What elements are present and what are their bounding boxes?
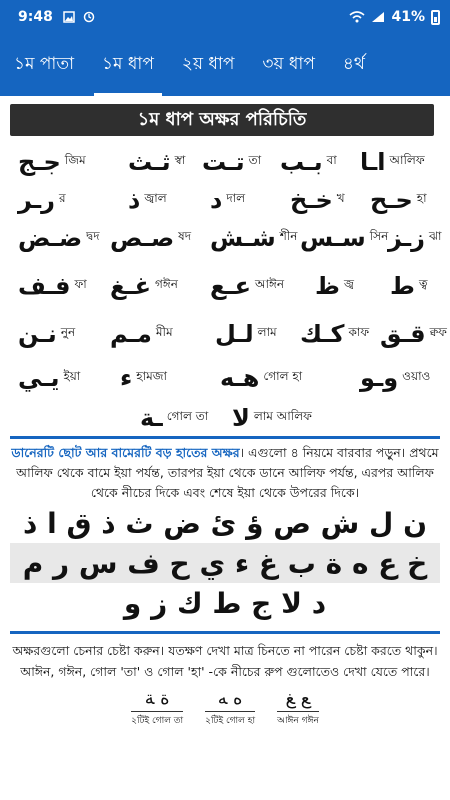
letter-name: মীম (155, 325, 173, 339)
letter-name: ওয়াও (402, 369, 431, 383)
letter-name: হা (416, 191, 427, 205)
letter-name: ষদ (178, 229, 192, 243)
letter-forms (10, 688, 440, 728)
letter-ha: حـح (370, 186, 413, 214)
letter-name: র (58, 191, 66, 205)
letter-dad: ضـض (18, 224, 83, 252)
instruction-body: । এগুলো ৪ নিয়মে বারবার পড়ুন। প্রথমে আলিফ থেকে বামে ইয়া পর্যন্ত, তারপর ইয়া থেকে ডানে আলিফ পর্যন্ত, এরপর আলিফ থেকে নীচের দিকে এবং শেষে ইয়া থেকে উপরের দিকে। (16, 445, 439, 500)
letter-name: লাম আলিফ (253, 409, 312, 423)
letter-jim: جـج (18, 148, 61, 176)
letter-name: গোল তা (166, 409, 209, 423)
letter-name: বা (326, 153, 337, 167)
clock: 9:48 (18, 9, 53, 25)
letter-kha: خـخ (290, 186, 333, 214)
letter-sad: صـص (110, 224, 175, 252)
practice-row-2: خ ع ه ة ب غ ء ي ح ف س ر م (10, 543, 440, 583)
letter-name: দাল (226, 191, 246, 205)
letter-sin: سـس (300, 224, 366, 252)
letter-ain: عـع (210, 272, 251, 300)
letter-name: কাফ (348, 325, 370, 339)
letter-name: গঈন (155, 277, 178, 291)
letter-name: খ (336, 191, 345, 205)
letter-name: ফা (74, 277, 87, 291)
battery-icon (431, 10, 440, 25)
letter-dal: د (210, 186, 223, 214)
form-glyphs: ﻊ ﻎ (285, 688, 311, 709)
letter-round-ha: هـه (220, 364, 260, 392)
lesson-content (0, 96, 450, 728)
form-glyphs: ه ﻪ (217, 688, 243, 709)
tab-step-3[interactable]: ৩য় ধাপ (262, 54, 315, 74)
letter-nun: نـن (18, 320, 57, 348)
form-group (277, 688, 319, 728)
letter-zay: زـز (388, 224, 425, 252)
letter-mim: مـم (110, 320, 152, 348)
form-glyphs: ة ﺔ (144, 688, 170, 709)
letter-name: লাম (257, 325, 277, 339)
form-label: আঈন গঈন (277, 711, 319, 728)
form-label: ২টিই গোল হা (205, 711, 255, 728)
letter-hamza: ء (120, 364, 133, 392)
letter-name: ইয়া (63, 369, 81, 383)
letter-za: ظ (315, 272, 340, 300)
letter-lam-alif: لا (232, 404, 250, 432)
tab-page-1[interactable]: ১ম পাতা (14, 54, 75, 74)
status-bar (0, 0, 450, 34)
letter-name: তা (248, 153, 262, 167)
letter-lam: لـل (215, 320, 254, 348)
practice-row-3: د لا ج ط ك ز و (123, 586, 327, 620)
letter-grid (10, 142, 447, 432)
letter-name: হামজা (136, 369, 167, 383)
tab-bar (0, 34, 450, 96)
letter-tha: ثـث (128, 148, 171, 176)
letter-waw: وـو (360, 364, 399, 392)
instruction-text (10, 436, 440, 503)
letter-name: আঈন (255, 277, 284, 291)
letter-qaf: قـق (380, 320, 426, 348)
signal-icon (371, 11, 385, 23)
letter-name: জিম (64, 153, 86, 167)
form-label: ২টিই গোল তা (131, 711, 183, 728)
letter-ra: رـر (18, 186, 55, 214)
tab-step-4[interactable]: ৪র্থ (342, 54, 365, 74)
letter-name: স্বা (174, 153, 186, 167)
battery-percent: 41% (391, 9, 425, 25)
letter-name: দ্বদ (86, 229, 100, 243)
letter-ba: بـب (280, 148, 323, 176)
instruction-highlight: ডানেরটি ছোট আর বামেরটি বড় হাতের অক্ষর (11, 445, 240, 460)
form-group (131, 688, 183, 728)
letter-dhal: ذ (128, 186, 141, 214)
form-group (205, 688, 255, 728)
letter-fa: فـف (18, 272, 71, 300)
letter-name: গোল হা (263, 369, 303, 383)
letter-name: সিন (369, 229, 389, 243)
wifi-icon (349, 11, 365, 23)
history-icon (83, 11, 95, 23)
letter-round-ta: ـة (140, 404, 163, 432)
letter-name: ক্বফ (429, 325, 447, 339)
letter-name: জ্ব (343, 277, 354, 291)
letter-ta: تـت (202, 148, 245, 176)
letter-name: আলিফ (389, 153, 425, 167)
letter-name: ঝা (428, 229, 442, 243)
lesson-title: ১ম ধাপ অক্ষর পরিচিতি (10, 104, 434, 136)
practice-row-1: ن ل ش ص ؤ ئ ض ث ذ ق ا ذ (23, 506, 427, 540)
letter-ya: يـي (18, 364, 60, 392)
letter-name: শীন (279, 229, 298, 243)
letter-alif: اـا (360, 148, 386, 176)
letter-ghain: غـغ (110, 272, 151, 300)
gallery-icon (63, 11, 75, 23)
letter-shin: شـش (210, 224, 276, 252)
tab-step-2[interactable]: ২য় ধাপ (181, 54, 235, 74)
letter-ta-heavy: ط (390, 272, 415, 300)
tab-step-1[interactable]: ১ম ধাপ (88, 34, 168, 96)
letter-name: ত্ব (418, 277, 428, 291)
letter-name: নুন (60, 325, 76, 339)
letter-name: জ্বাল (144, 191, 167, 205)
letter-kaf: كـك (300, 320, 345, 348)
note-text: অক্ষরগুলো চেনার চেষ্টা করুন। যতক্ষণ দেখা মাত্র চিনতে না পারেন চেষ্টা করতে থাকুন। আঈন, গঈন, গোল 'তা' ও গোল 'হা' -কে নীচের রুপ গুলোতেও দেখা যেতে পারে। (10, 631, 440, 682)
